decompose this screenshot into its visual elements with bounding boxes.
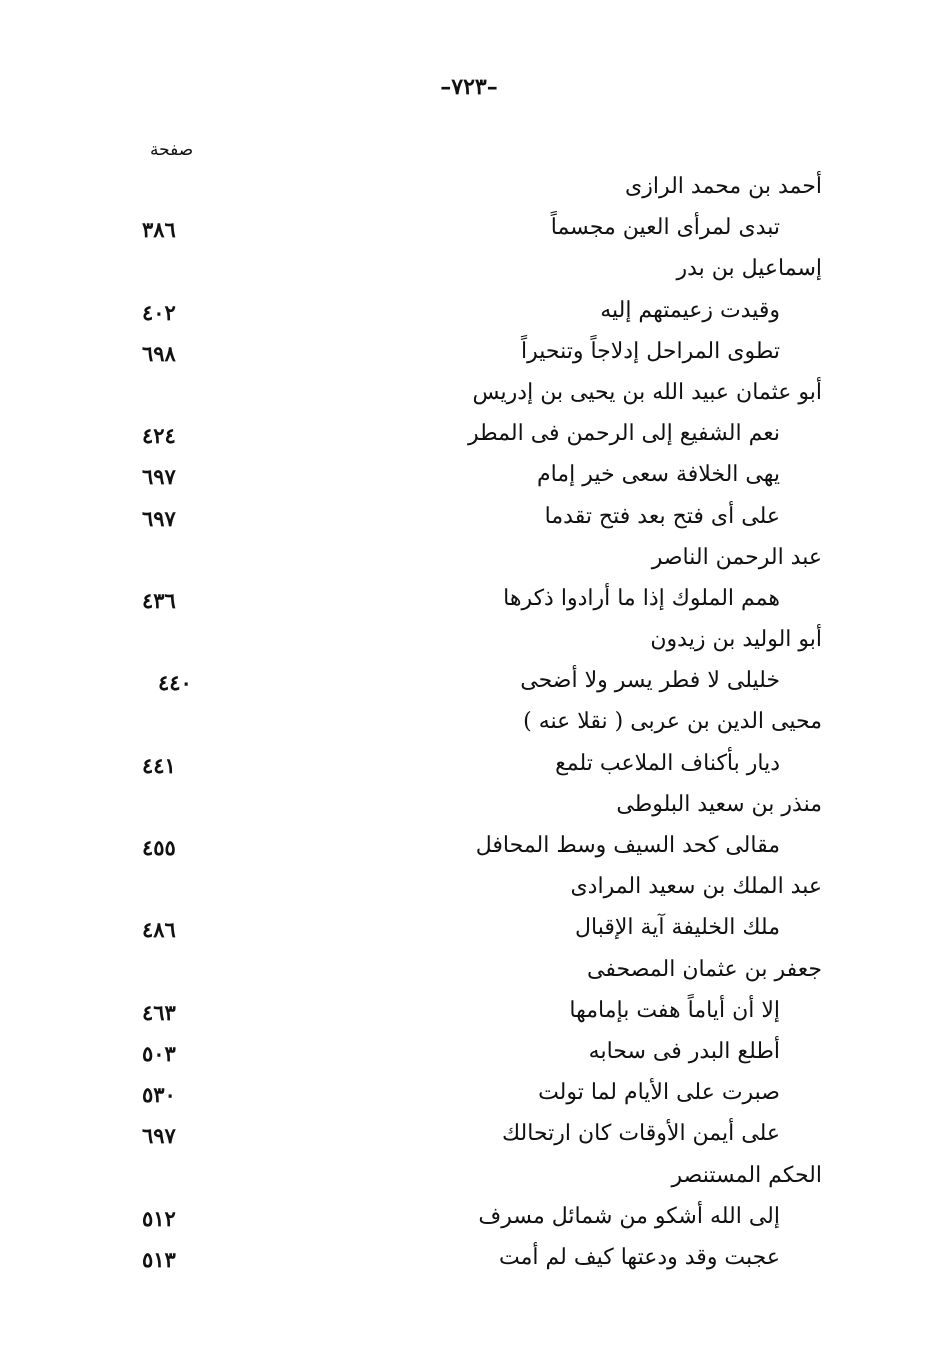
verse-row [130,745,830,786]
verse-first-line: ملك الخليفة آية الإقبال [575,915,780,941]
page-reference: ٤٠٢ [142,299,176,325]
verse-row [130,333,830,374]
author-row [130,1157,830,1198]
verse-first-line: يهى الخلافة سعى خير إمام [536,462,780,488]
author-name: عبد الملك بن سعيد المرادى [570,874,822,900]
author-name: أحمد بن محمد الرازى [625,174,822,199]
page-reference: ٦٩٧ [142,1123,176,1149]
page-reference: ٦٩٧ [142,464,176,490]
page-number: –٧٢٣– [440,74,498,100]
verse-row [130,1239,830,1280]
page-reference: ٤٤٠ [158,670,192,696]
author-name: محيى الدين بن عربى ( نقلا عنه ) [523,709,822,735]
author-name: أبو عثمان عبيد الله بن يحيى بن إدريس [472,379,822,405]
page-reference: ٦٩٧ [142,505,176,531]
author-row [130,250,830,291]
verse-row [130,909,830,950]
page-reference: ٤٨٦ [142,917,176,943]
verse-row [130,1115,830,1156]
verse-first-line: إلى الله أشكو من شمائل مسرف [478,1203,780,1229]
author-row [130,539,830,580]
verse-row [130,1033,830,1074]
author-name: أبو الوليد بن زيدون [650,627,822,653]
author-row [130,703,830,744]
page-reference: ٥٣٠ [142,1082,176,1108]
verse-row [130,498,830,539]
verse-row [130,456,830,497]
page-reference: ٥٠٣ [142,1040,176,1066]
verse-first-line: صبرت على الأيام لما تولت [538,1080,780,1106]
verse-first-line: عجبت وقد ودعتها كيف لم أمت [499,1244,780,1270]
verse-row [130,1074,830,1115]
page-reference: ٦٩٨ [142,340,176,366]
page-reference: ٣٨٦ [142,217,176,243]
author-row [130,868,830,909]
verse-row [130,415,830,456]
verse-first-line: تبدى لمرأى العين مجسماً [550,215,780,241]
page-reference: ٤٣٦ [142,587,176,613]
page-column-header: صفحة [150,140,194,160]
author-row [130,621,830,662]
author-name: إسماعيل بن بدر [676,256,822,282]
author-row [130,786,830,827]
author-name: عبد الرحمن الناصر [651,544,822,570]
verse-first-line: مقالى كحد السيف وسط المحافل [475,833,780,858]
author-name: منذر بن سعيد البلوطى [616,791,822,817]
author-row [130,168,830,209]
verse-row [130,209,830,250]
verse-first-line: همم الملوك إذا ما أرادوا ذكرها [503,585,780,611]
verse-first-line: على أى فتح بعد فتح تقدما [544,503,780,529]
verse-first-line: إلا أن أياماً هفت بإمامها [569,997,780,1023]
author-name: الحكم المستنصر [671,1162,822,1188]
verse-row [130,827,830,868]
verse-first-line: ديار بأكناف الملاعب تلمع [555,750,780,776]
page-reference: ٥١٢ [142,1205,176,1231]
verse-row [130,992,830,1033]
verse-first-line: خليلى لا فطر يسر ولا أضحى [520,668,780,694]
page-reference: ٥١٣ [142,1246,176,1272]
page-reference: ٤٦٣ [142,999,176,1025]
index-entries [130,168,830,1280]
verse-first-line: وقيدت زعيمتهم إليه [600,297,780,323]
verse-first-line: نعم الشفيع إلى الرحمن فى المطر [467,421,780,447]
author-name: جعفر بن عثمان المصحفى [587,956,822,982]
verse-first-line: تطوى المراحل إدلاجاً وتنحيراً [520,338,780,364]
author-row [130,951,830,992]
verse-row [130,1198,830,1239]
verse-first-line: أطلع البدر فى سحابه [588,1038,780,1064]
author-row [130,374,830,415]
page-reference: ٤٢٤ [142,423,176,449]
verse-row [130,662,830,703]
verse-row [130,580,830,621]
page-reference: ٤٥٥ [142,835,176,860]
verse-first-line: على أيمن الأوقات كان ارتحالك [502,1121,780,1147]
verse-row [130,292,830,333]
page-reference: ٤٤١ [142,752,176,778]
